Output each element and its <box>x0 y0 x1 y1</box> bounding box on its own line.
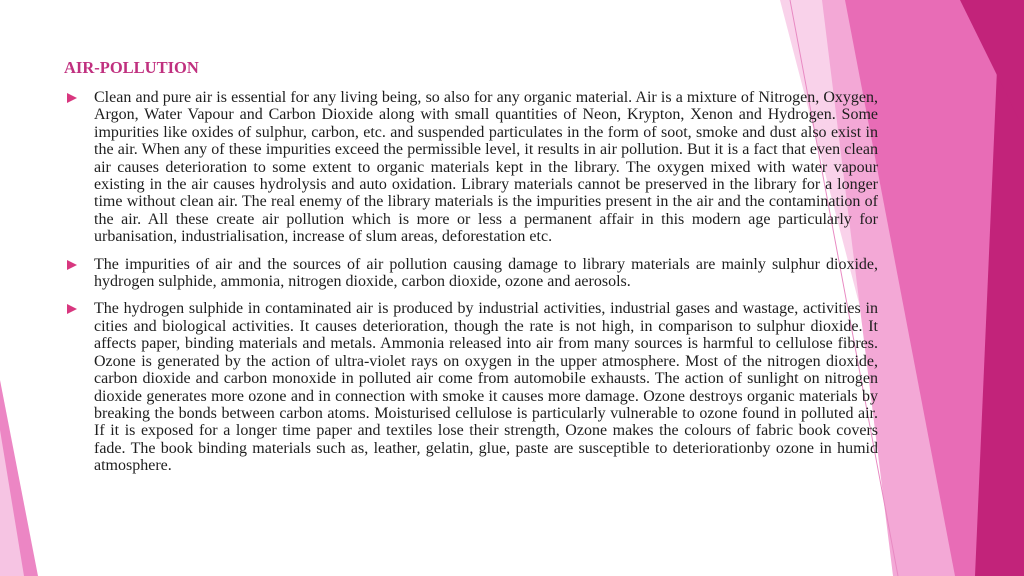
bullet-text: Clean and pure air is essential for any living being, so also for any organic material. Air is a mixture of Nitrogen, Oxygen, Argon, Water Vapour and Carbon Dioxide along with small quantities of Neon, Krypton, Xenon and Hydrogen. Some impurities like oxides of sulphur, carbon, etc. and suspended particulates in the form of soot, smoke and dust also exist in the air. When any of these impurities exceed the permissible level, it results in air pollution. But it is a fact that even clean air causes deterioration to some extent to organic materials kept in the library. The oxygen mixed with water vapour existing in the air causes hydrolysis and auto oxidation. Library materials cannot be preserved in the library for a longer time without clean air. The real enemy of the library materials is the impurities present in the air and the contamination of the air. All these create air pollution which is more or less a permanent affair in this modern age particularly for urbanisation, industrialisation, increase of slum areas, deforestation etc. <box>94 89 878 246</box>
list-item <box>64 256 878 291</box>
bullet-text: The impurities of air and the sources of air pollution causing damage to library materials are mainly sulphur dioxide, hydrogen sulphide, ammonia, nitrogen dioxide, carbon dioxide, ozone and aerosols. <box>94 255 878 291</box>
bullet-list <box>64 89 878 485</box>
triangle-bullet-icon <box>67 260 77 270</box>
triangle-bullet-icon <box>67 304 77 314</box>
slide-title: AIR-POLLUTION <box>64 58 199 77</box>
list-item <box>64 300 878 474</box>
bullet-text: The hydrogen sulphide in contaminated air is produced by industrial activities, industrial gases and wastage, activities in cities and biological activities. It causes deterioration, though the rate is not high, in comparison to sulphur dioxide. It affects paper, binding materials and metals. Ammonia released into air from many sources is harmful to cellulose fibres. Ozone is generated by the action of ultra-violet rays on oxygen in the upper atmosphere. Most of the nitrogen dioxide, carbon dioxide and carbon monoxide in polluted air come from automobile exhausts. The action of sunlight on nitrogen dioxide generates more ozone and in connection with smoke it causes more damage. Ozone destroys organic materials by breaking the bonds between carbon atoms. Moisturised cellulose is particularly vulnerable to ozone found in polluted air. If it is exposed for a longer time paper and textiles lose their strength, Ozone makes the colours of fabric book covers fade. The book binding materials such as, leather, gelatin, glue, paste are susceptible to deteriorationby ozone in humid atmosphere. <box>94 300 878 475</box>
triangle-bullet-icon <box>67 93 77 103</box>
list-item <box>64 89 878 246</box>
